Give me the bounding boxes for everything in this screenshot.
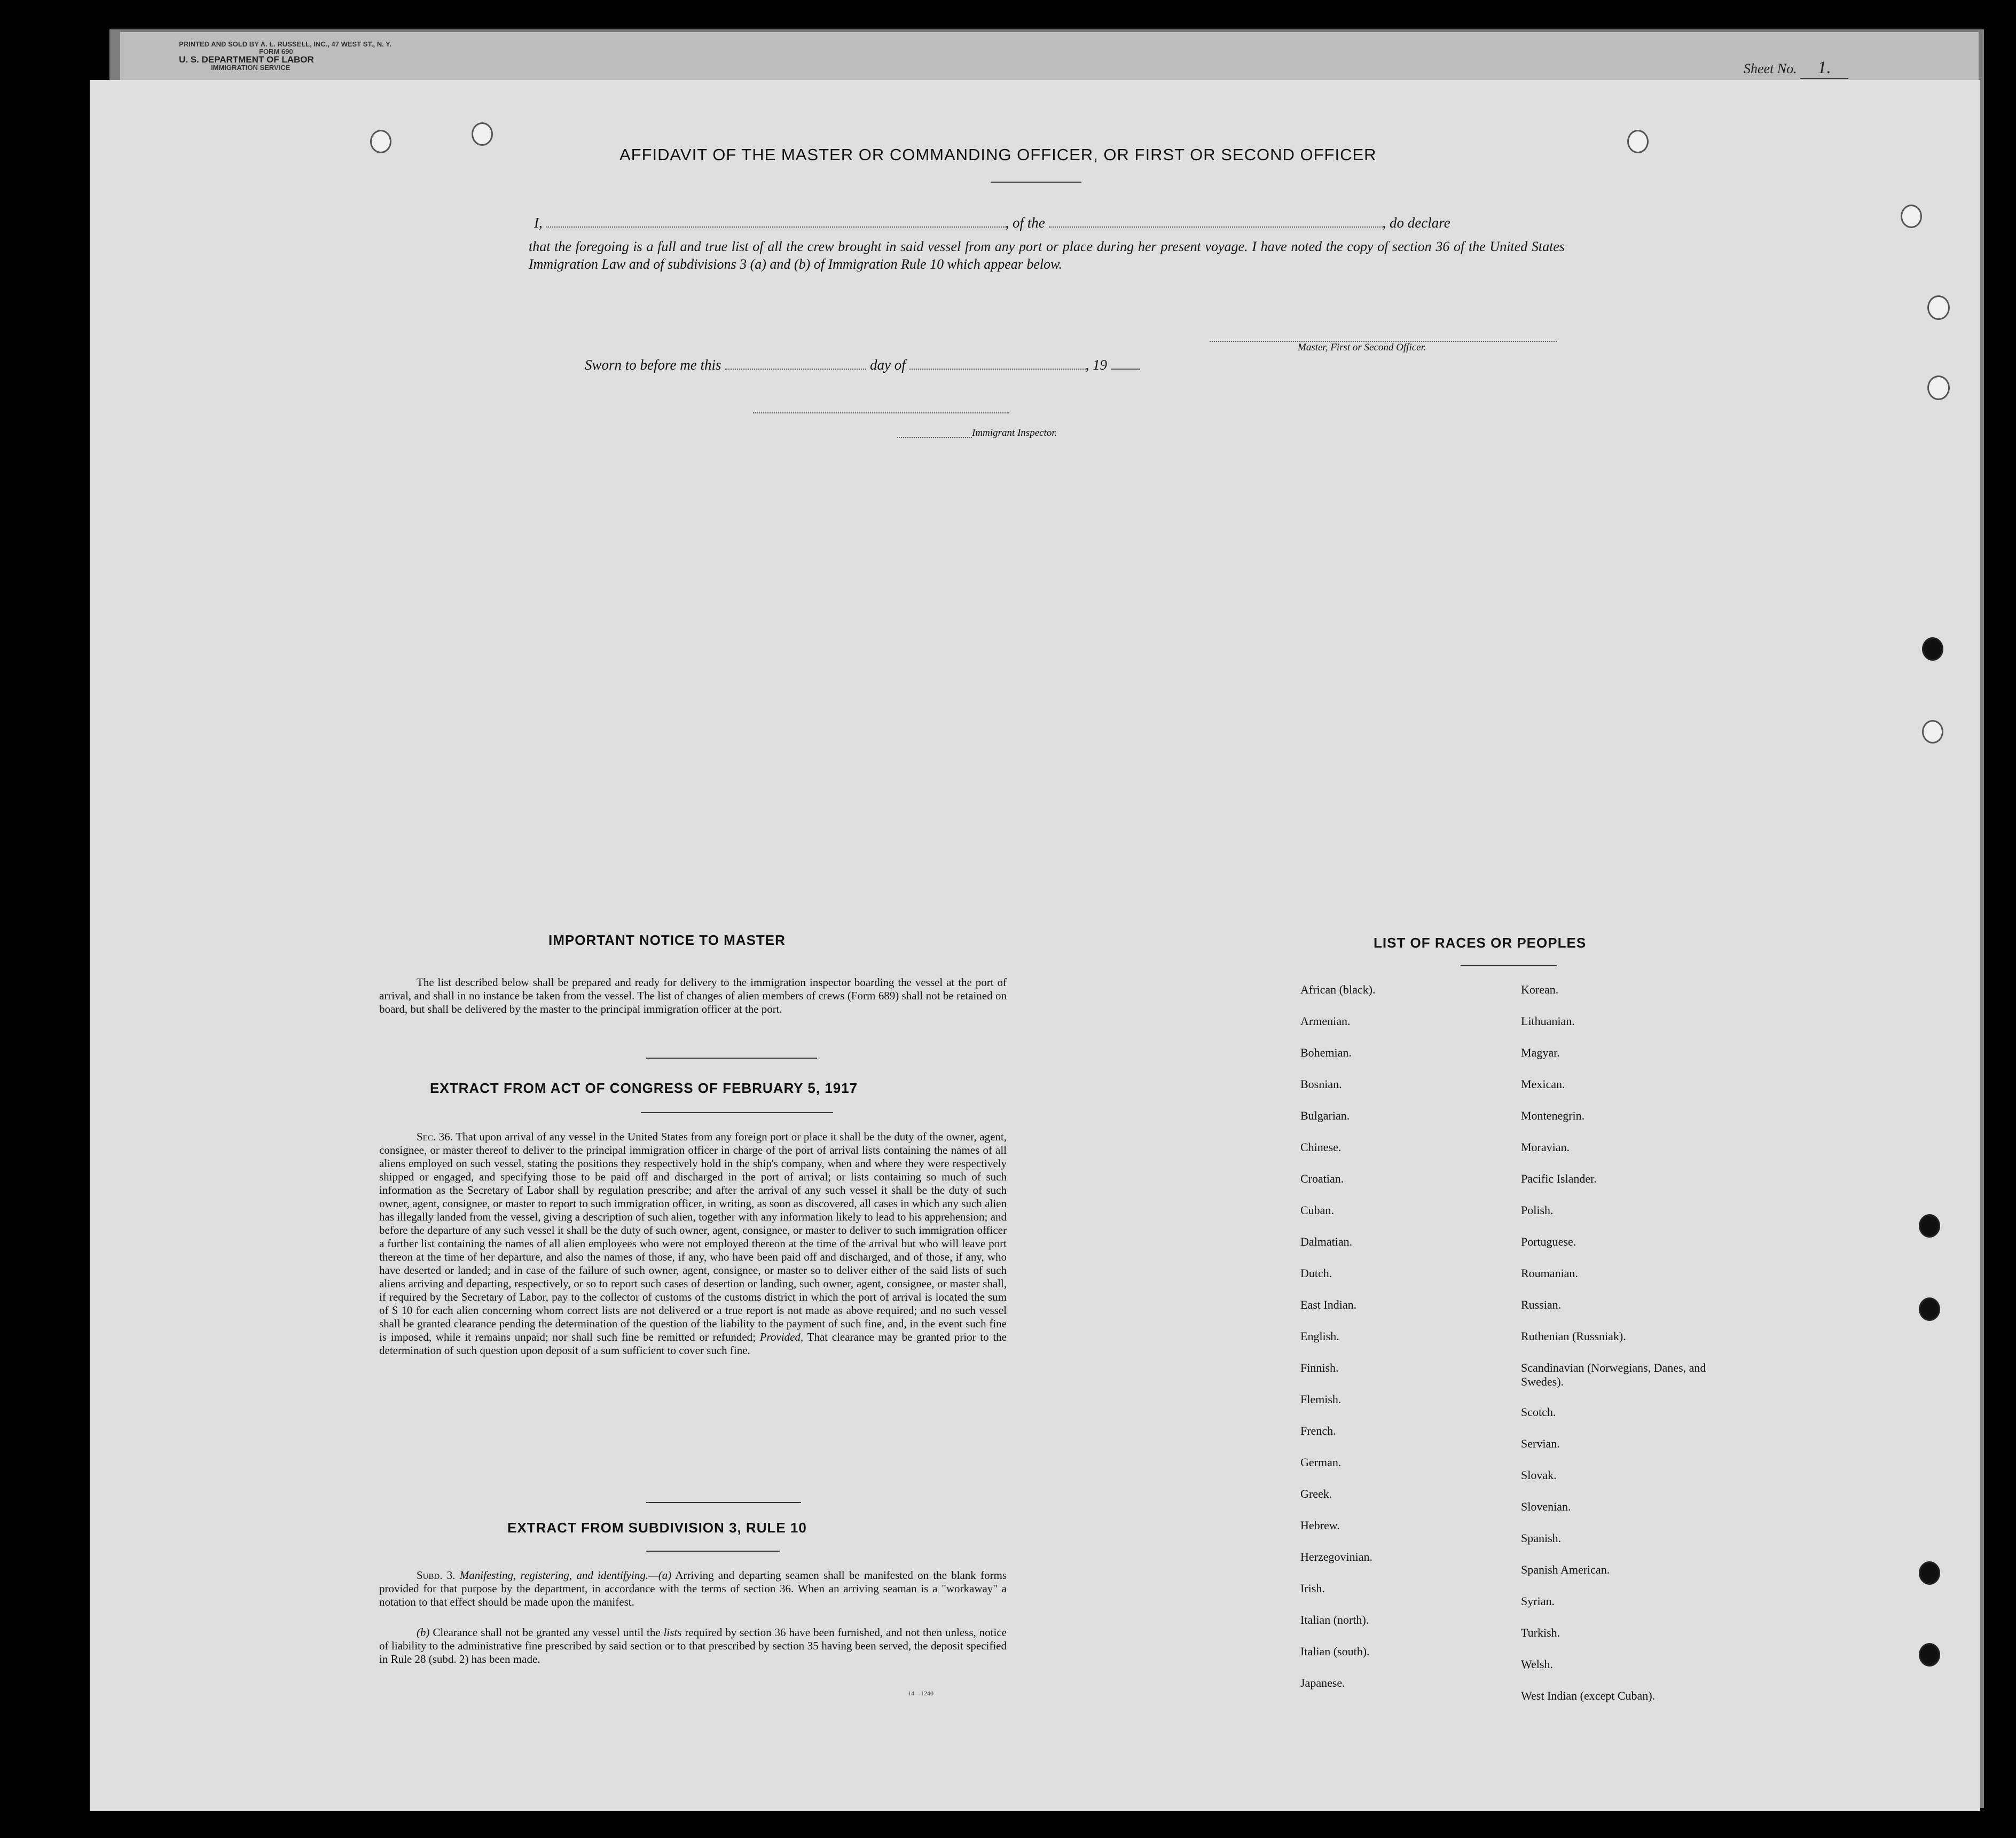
rule-b-label: (b) [417,1626,430,1639]
inspector-signature-line [753,402,1009,413]
act-provided-text: That clearance may be granted prior to the determination of such question upon deposit of a sum sufficient to cover such fine. [379,1331,1007,1357]
race-item: Lithuanian. [1521,1014,1575,1028]
race-item: Mexican. [1521,1077,1565,1091]
punch-hole [1919,1297,1940,1321]
race-item: Italian (north). [1300,1613,1369,1626]
signature-line [1210,330,1557,342]
race-item: Finnish. [1300,1361,1339,1374]
race-item: Roumanian. [1521,1266,1578,1280]
inspector-caption: Immigrant Inspector. [972,427,1057,439]
rule-a-text [379,1569,1007,1609]
race-item: Magyar. [1521,1046,1560,1059]
sworn-day-blank [725,358,866,370]
race-item: Flemish. [1300,1393,1342,1406]
races-title: LIST OF RACES OR PEOPLES [1374,935,1587,951]
race-item: Turkish. [1521,1626,1560,1639]
sworn-month-blank [909,358,1086,370]
race-item: Bulgarian. [1300,1109,1350,1122]
divider [646,1058,817,1059]
race-item: Welsh. [1521,1657,1553,1671]
form-number: FORM 690 [259,48,293,56]
race-item: Spanish. [1521,1531,1562,1545]
sworn-year-blank [1111,358,1140,370]
divider [646,1551,780,1552]
rule-b-lists: lists [663,1626,682,1639]
divider [646,1502,801,1503]
punch-hole [1927,295,1950,320]
notice-text: The list described below shall be prepared and ready for delivery to the immigration inspector boarding the vessel at the port of arrival, and shall in no instance be taken from the vessel. The list of changes of alien members of crews (Form 689) shall not be retained on board, but shall be delivered by the master to the principal immigration officer at the port. [379,976,1007,1015]
race-item: Croatian. [1300,1172,1344,1185]
race-item: Korean. [1521,983,1559,996]
affidavit-i-label: I, [534,215,543,231]
affidavit-of-the: , of the [1005,215,1045,231]
race-item: Dutch. [1300,1266,1332,1280]
race-item: East Indian. [1300,1298,1357,1311]
punch-hole [1919,1643,1940,1667]
race-item: Japanese. [1300,1676,1345,1690]
divider [1461,965,1557,966]
race-item: Pacific Islander. [1521,1172,1597,1185]
divider [991,182,1081,183]
race-item: French. [1300,1424,1336,1437]
rule-title: EXTRACT FROM SUBDIVISION 3, RULE 10 [507,1520,807,1536]
race-item: Herzegovinian. [1300,1550,1372,1563]
race-item: Montenegrin. [1521,1109,1585,1122]
department: U. S. DEPARTMENT OF LABOR [179,54,314,65]
rule-b-body-2: required by section 36 have been furnished, and not then unless, notice of liability to the administrative fine prescribed by said section or to that prescribed by section 35 having been served, the deposit specified in Rule 28 (subd. 2) has been made. [379,1626,1007,1665]
race-item: Greek. [1300,1487,1332,1500]
signature-caption: Master, First or Second Officer. [1298,342,1426,353]
printer-line: PRINTED AND SOLD BY A. L. RUSSELL, INC., 47 WEST ST., N. Y. [179,40,391,48]
punch-hole [472,122,493,146]
sworn-label: Sworn to before me this [585,357,721,373]
rule-subd-label: Subd. 3. [417,1569,456,1582]
act-title: EXTRACT FROM ACT OF CONGRESS OF FEBRUARY 5, 1917 [430,1080,858,1096]
race-item: Ruthenian (Russniak). [1521,1329,1626,1343]
race-item: Irish. [1300,1582,1325,1595]
master-name-blank [546,216,1006,228]
race-item: Chinese. [1300,1140,1342,1154]
punch-hole [370,130,391,153]
race-item: Moravian. [1521,1140,1570,1154]
race-item: Syrian. [1521,1594,1555,1608]
affidavit-title: AFFIDAVIT OF THE MASTER OR COMMANDING OFFICER, OR FIRST OR SECOND OFFICER [619,145,1377,164]
race-item: Polish. [1521,1203,1554,1217]
manifest-page [90,80,1980,1811]
act-text [379,1130,1007,1357]
rule-b-text [379,1626,1007,1666]
affidavit-do-declare: , do declare [1382,215,1450,231]
vessel-name-blank [1049,216,1383,228]
service: IMMIGRATION SERVICE [211,64,291,72]
race-item: Scotch. [1521,1405,1556,1419]
race-item: African (black). [1300,983,1376,996]
sworn-line [585,357,1140,373]
sworn-year-prefix: , 19 [1085,357,1107,373]
act-body: That upon arrival of any vessel in the United States from any foreign port or place it shall be the duty of the owner, agent, consignee, or master thereof to deliver to the principal immigration officer in charge of the port of arrival lists containing the names of all aliens employed on such vessel, stating the positions they respectively hold in the ship's company, when and where they were respectively shipped or engaged, and specifying those to be paid off and discharged in the port of arrival; or lists containing so much of such information as the Secretary of Labor shall by regulation prescribe; and after the arrival of any such vessel it shall be the duty of such owner, agent, consignee, or master to report to such immigration officer, in writing, as soon as discovered, all cases in which any such alien has illegally landed from the vessel, giving a description of such alien, together with any information likely to lead to his apprehension; and before the departure of any such vessel it shall be the duty of such owner, agent, consignee, or master to deliver to such immigration officer a further list containing the names of all alien employees who were not employed thereon at the time of the arrival but who will leave port thereon at the time of her departure, and also the names of those, if any, who have been paid off and discharged, and of those, if any, who have deserted or landed; and in case of the failure of such owner, agent, consignee, or master so to deliver either of the said lists of such aliens arriving and departing, respectively, or so to report such cases of desertion or landing, such owner, agent, consignee, or master shall, if required by the Secretary of Labor, pay to the collector of customs of the customs district in which the port of arrival is located the sum of $ 10 for each alien concerning whom correct lists are not delivered or a true report is not made as above required; and no such vessel shall be granted clearance pending the determination of the question of the liability to the payment of such fine, and, in the event such fine is imposed, while it remains unpaid; nor shall such fine be remitted or refunded; [379,1130,1007,1343]
sheet-number-value: 1. [1800,58,1848,79]
divider [641,1112,833,1113]
punch-hole [1919,1214,1940,1238]
punch-hole [1922,637,1943,661]
sheet-number [1744,58,1848,79]
punch-hole [1919,1561,1940,1585]
notice-title: IMPORTANT NOTICE TO MASTER [548,932,786,948]
punch-hole [1901,205,1922,228]
punch-hole [1627,130,1649,153]
race-item: Portuguese. [1521,1235,1576,1248]
race-item: Bohemian. [1300,1046,1352,1059]
rule-a-label: —(a) [648,1569,672,1582]
race-item: Slovenian. [1521,1500,1571,1513]
punch-hole [1927,376,1950,400]
race-item: Spanish American. [1521,1563,1610,1576]
act-provided-label: Provided, [759,1331,804,1343]
affidavit-text: that the foregoing is a full and true list of all the crew brought in said vessel from any port or place during her present voyage. I have noted the copy of section 36 of the United States Immigration Law and of subdivisions 3 (a) and (b) of Immigration Rule 10 which appear below. [529,239,1565,272]
inspector-dots [897,426,972,438]
race-item: Cuban. [1300,1203,1334,1217]
race-item: Italian (south). [1300,1645,1370,1658]
printer-imprint [179,41,391,72]
race-item: Scandinavian (Norwegians, Danes, and Swedes). [1521,1361,1706,1388]
rule-subd-heading: Manifesting, registering, and identifying. [459,1569,649,1582]
race-item: Russian. [1521,1298,1562,1311]
punch-hole [1922,720,1943,744]
affidavit-declaration-line [534,215,1450,231]
rule-a-body: Arriving and departing seamen shall be manifested on the blank forms provided for that purpose by the department, in accordance with the terms of section 36. When an arriving seaman is a "workaway" a notation to that effect should be made upon the manifest. [379,1569,1007,1608]
race-item: English. [1300,1329,1339,1343]
race-item: Dalmatian. [1300,1235,1353,1248]
sworn-day-of: day of [870,357,906,373]
race-item: Hebrew. [1300,1519,1340,1532]
race-item: West Indian (except Cuban). [1521,1689,1656,1702]
rule-b-body-1: Clearance shall not be granted any vessel until the [433,1626,661,1639]
form-code: 14—1240 [908,1690,934,1697]
race-item: Bosnian. [1300,1077,1342,1091]
race-item: Slovak. [1521,1468,1557,1482]
race-item: Armenian. [1300,1014,1351,1028]
act-sec-label: Sec. 36. [417,1130,453,1143]
sheet-number-label: Sheet No. [1744,61,1797,76]
race-item: Servian. [1521,1437,1560,1450]
race-item: German. [1300,1456,1342,1469]
